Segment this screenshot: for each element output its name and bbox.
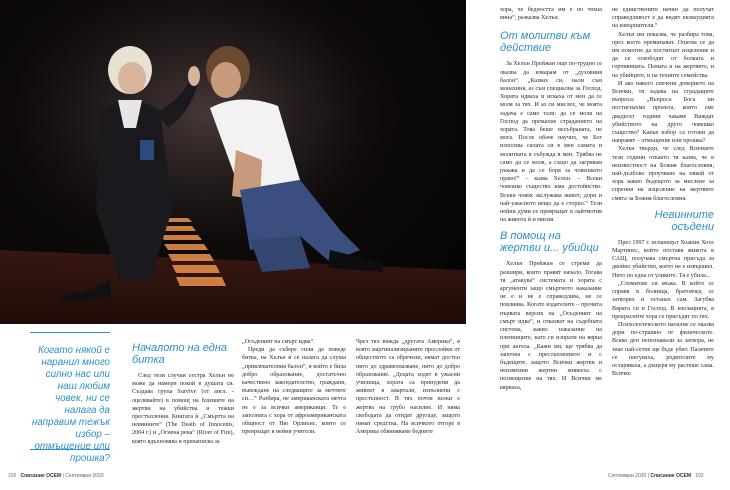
section-heading-victims: В помощ на жертви и... убийци	[500, 230, 599, 255]
paragraph: „Сломихме си мъжа. В който се справя в болница, братовчед се затворих и останах сам. Загубва Вярата си в Господ. В изолацията, в прекрасните хора се присъдят по тях.	[612, 280, 714, 320]
paragraph: „Осъденият на смърт идва“.	[242, 339, 315, 345]
paragraph: Хелън Прейжан се стреми да разшири, които правят начало. Тогава тя „атакува“ системата и хората с аргументи защо смъртното наказание не е и не е справедлива, не се повлиява. Когато издателите – прочита първата версия на „Осъденият на смърт идва“, и отказват на съдебната система, какво наказание на пленниците, като ги изпрати на вярна при ангела. „Кажи ми, ще трябва да започна с престъплението и с бъдещите, защото Всички жертви и неизменни жертви живееха с посвещение на тях. И Всички ме вярваха,	[500, 261, 602, 391]
paragraph: Хелън им показва, че разбира това, през което преминават. Опитва се да им помогне да постигнат изцеление и да се освободят от болката и горчивината. Помага и на жертвите, и на убийците, и на техните семейства.	[612, 31, 714, 79]
text-column-2	[242, 338, 346, 436]
paragraph: хора, че бедността им е по тяхна вина“, разказва Хелън.	[500, 7, 602, 22]
text-column-4	[500, 6, 602, 392]
paragraph: През 1997 г. испанецът Хоакин Хосе Мартинес, който поставя живота в САЩ, получава смъртна присъда за двойно убийство, което не е извършил. Нито по една от уликите. Тя е убила...	[612, 239, 714, 279]
text-column-1	[132, 338, 234, 446]
text-column-5	[612, 6, 714, 378]
paragraph: Преди да събере сили да поведе битка, на Хелън ѝ се налага да слуша „привлекателния балон“, в който е била добро образование, достатъчно качествено закондателство, граждани, въвеждане на следващите за мечтите си…“ Разбира, не американската мечта не е за всички американци. Те е запозната с хора от афроамериканската общност от Ню Орлиънс, които се превръщат в нейни учители.	[242, 347, 346, 436]
page-number-right: 103	[695, 473, 704, 479]
pull-quote	[30, 332, 110, 464]
stage-scene-illustration	[0, 0, 466, 324]
section-heading-prayers: От молитви към действие	[500, 30, 591, 55]
section-heading-innocent: Невинните осъдени	[654, 208, 714, 233]
magazine-name-left: Списание ОСЕМ	[20, 473, 62, 479]
paragraph: Чрез тях вижда „другата Америка“, в която маргинализираните прослойки от обществото са обречени, нямат достъп нито до здравеопазване, нито до добро образование. „Децата ходят в ужасни училища, хората са принудени да живеят в квартали, изпълнени с престъпност. В тях почти всеки е жертва на грубо насилие. И няма свободата да отидат другаде, защото нямат средства. На всичкото отгоре в Америка обвиняваме бедните	[356, 339, 460, 436]
paragraph: За Хелън Прейжан още по-трудно се оказва да изкарам от „духовния балон“. „Казвах си, нали съм монахиня, аз съм специална за Господ. Хората идваха и искаха от мен да се моля за тях. И аз си мислех, че моята задача е само тази: да се моля на Господ да премахне страданието на хората. Това беше несъбраната, не мога. После обаче научих, че Бог използва силата си в мен самата и молитвата я събужда в мен. Трябва не само да се моля, а също да загрявам ръкава и да се боря за човешкото право!“ – казва Хелън. – Всеки човешко същество има достойнство. Всеки човек заслужава живот, дори и най-ужасното нещо да е сторил.“ Тези нейни думи се превръщат в лайтмотив на живота ѝ и мисия.	[500, 61, 602, 224]
issue-date-left: Септември 2020	[65, 473, 104, 479]
page-number-left: 102	[8, 473, 17, 479]
paragraph: не единствените начин да получат справедливост е да видят екзекуцията на извършителя.“	[612, 7, 714, 30]
text-column-3	[356, 338, 460, 436]
paragraph: Психологическото насилие се оказва дори по-страшно от физическото. Всяко ден непознавали за затвора, не знае най-сетне ще бъде убит. Пазачите се шегуваха, родителите му остаряваха, а дъщеря му растеше сама. Всичко	[612, 321, 714, 378]
paragraph: И ако някого спечени доверието на Всички, тя задава на страдащите въпроса: „Въпроса Бога ни постигнахме проекта, които сме двадесет години чакаме Виждат убийството на друго човешко същество? Какъв избор са готови да направят – отмъщение или прошка?	[612, 80, 714, 145]
stage-photo	[0, 0, 466, 324]
footer-left: 102 Списание ОСЕМ | Септември 2020	[8, 473, 104, 479]
issue-date-right: Септември 2020	[608, 473, 647, 479]
paragraph: След тези случаи сестра Хелън не може да намери покой в душата си. Създава група Survive (от англ. - оцелявайте) в помощ на близките на жертви на убийства и тежки престъпления. Книгата ѝ „Смъртта на невинните“ (The Death of Innocents, 2004 г.) и „Огнена река“ (River of Fire), която вдъхновява и пренаписва за	[132, 373, 234, 445]
paragraph: Хелън твърди, че след Всичките тези години откакто тя казва, че в неизвестност на Божия благословия, най-дълбоко проучване на някой от хора какво бъдещото за мислене за спрения на изцеление на жертвите смята за Божия благословия.	[612, 146, 714, 202]
footer-right: Септември 2020 | Списание ОСЕМ 103	[608, 473, 704, 479]
magazine-name-right: Списание ОСЕМ	[650, 473, 691, 479]
pull-quote-text: Когато някой е наранил много силно нас или наш любим човек, ни се налага да направим тежък избор – отмъщение или прошка?	[31, 345, 110, 464]
section-heading-beginning: Началото на една битка	[132, 342, 228, 366]
